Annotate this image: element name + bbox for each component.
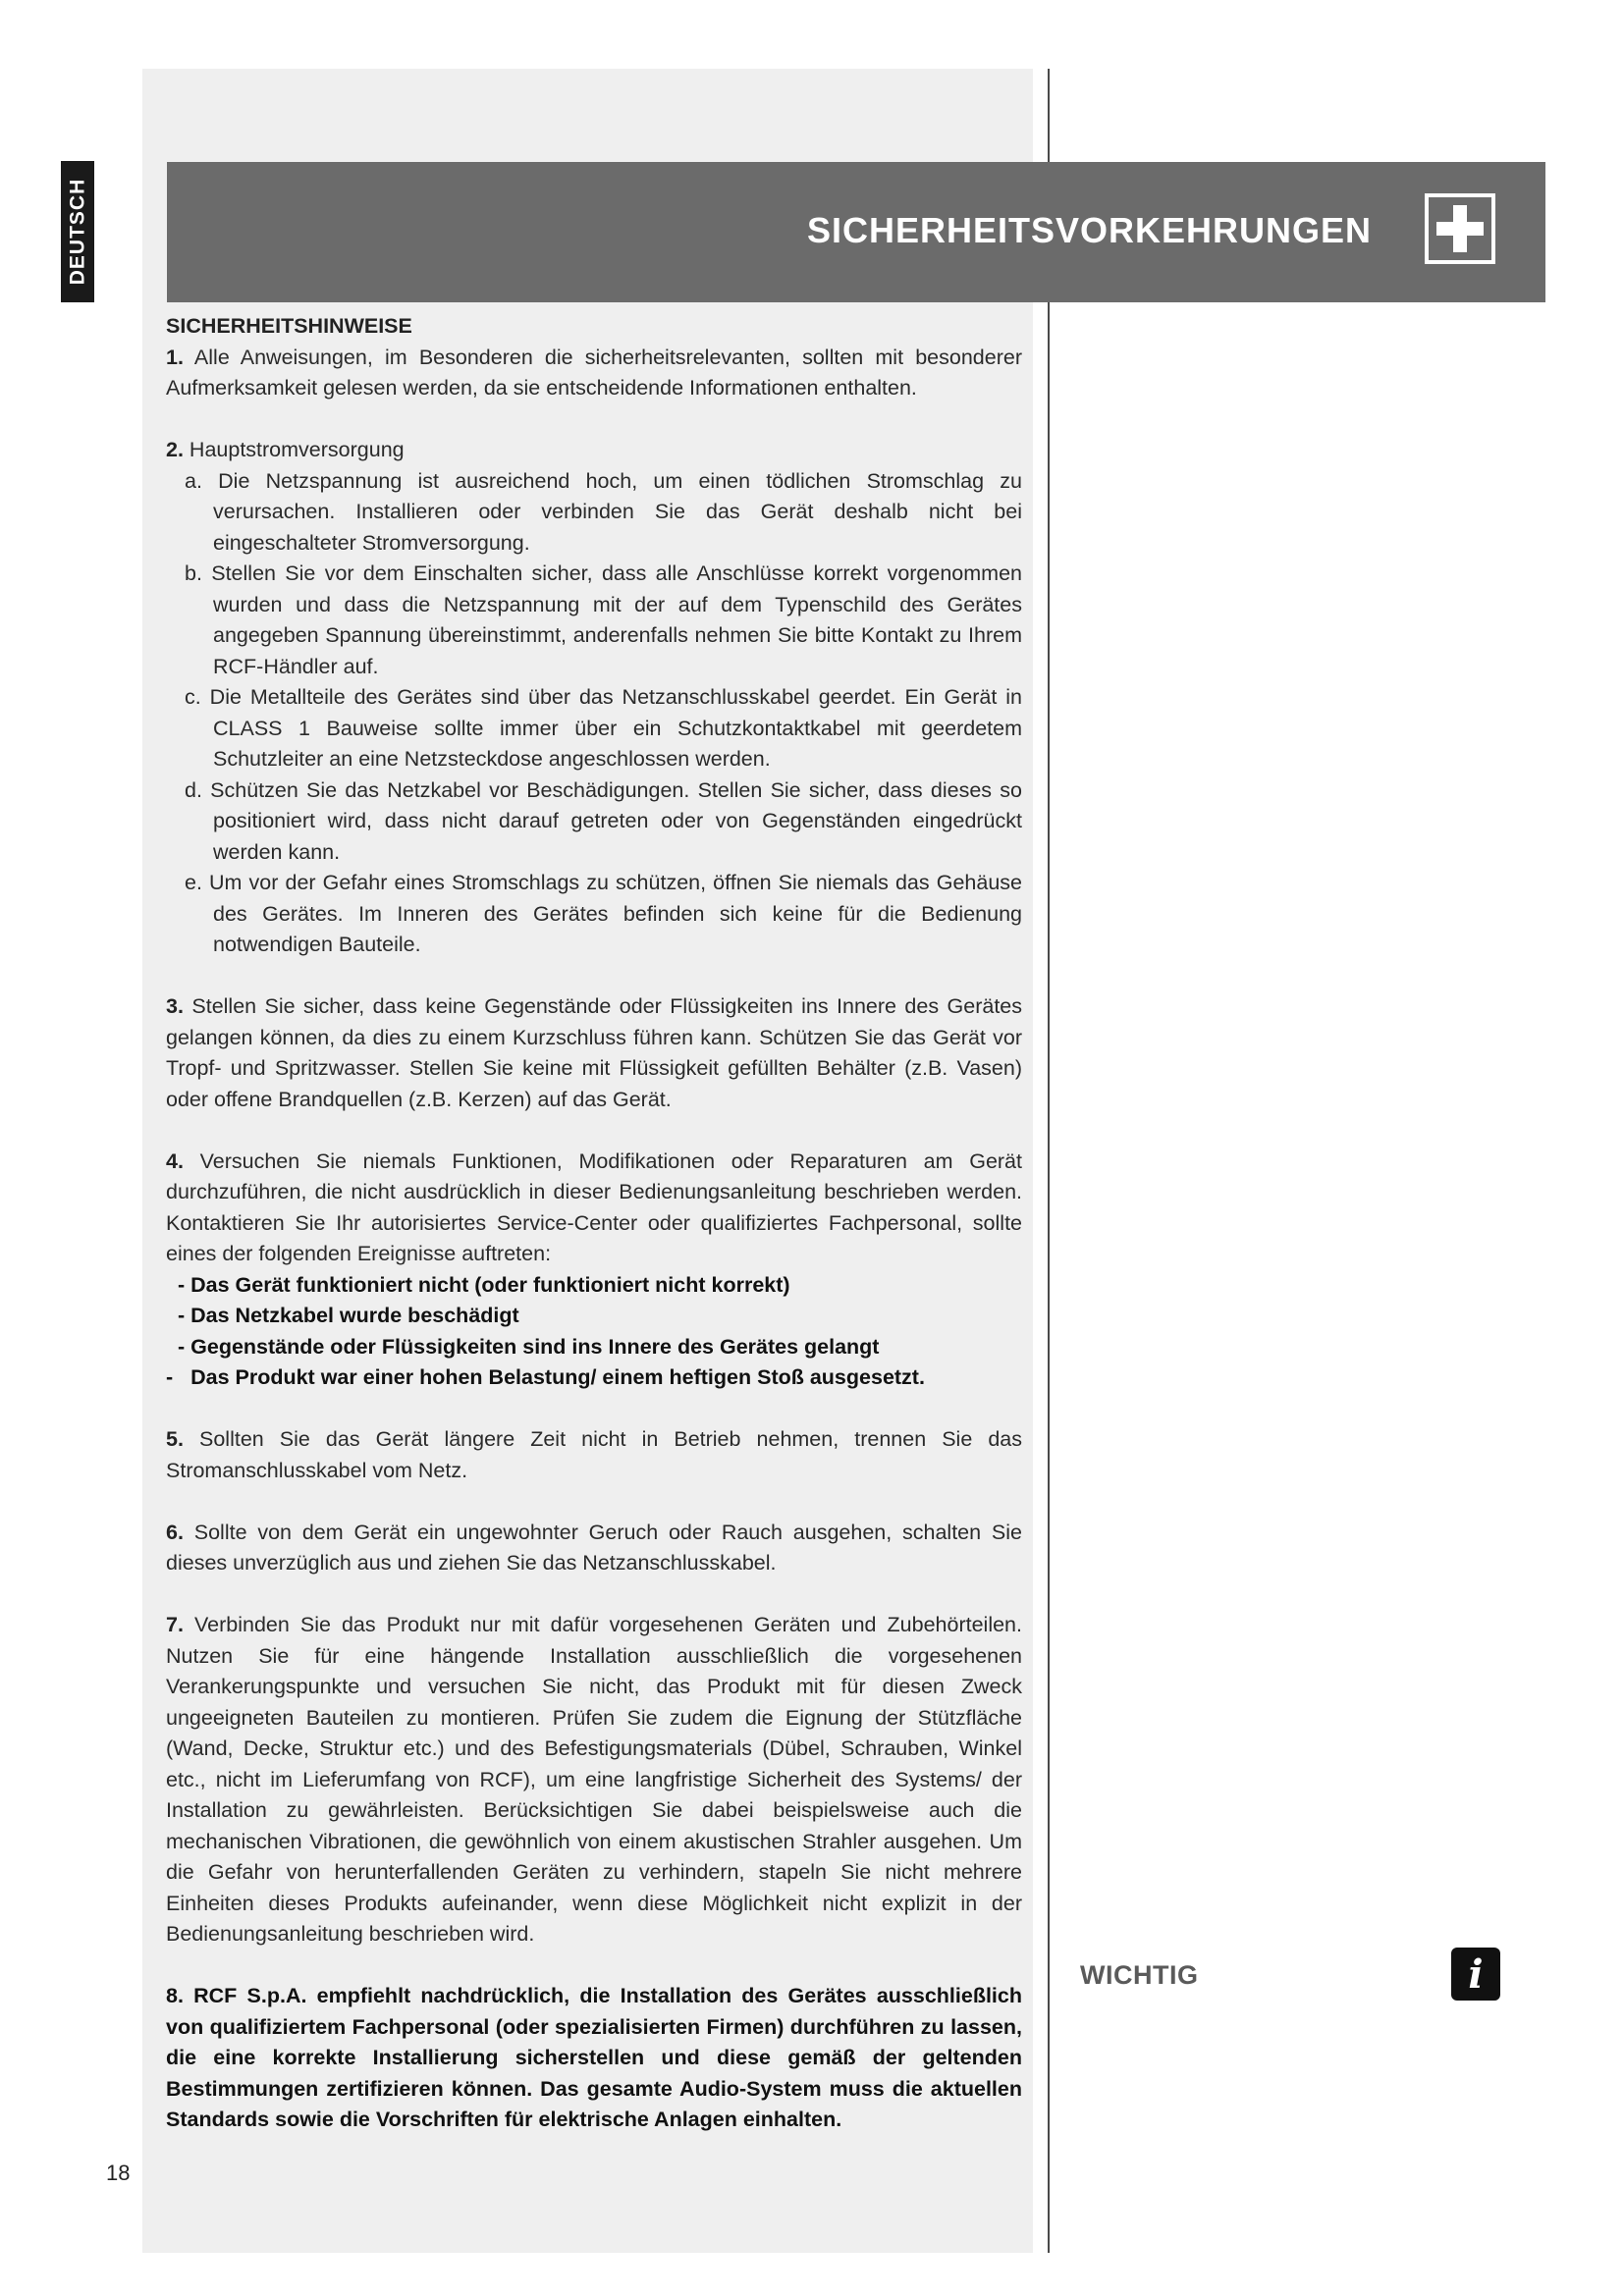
item-4-bullet-4: - Das Produkt war einer hohen Belastung/ einem heftigen Stoß ausgesetzt. bbox=[166, 1365, 925, 1389]
item-4-bullet-3: - Gegenstände oder Flüssigkeiten sind ins Innere des Gerätes gelangt bbox=[178, 1334, 880, 1359]
item-3: 3. Stellen Sie sicher, dass keine Gegenstände oder Flüssigkeiten ins Innere des Gerätes gelangen können, da dies zu einem Kurzschluss führen kann. Schützen Sie das Gerät vor Tropf- und Spritzwasser. Stellen Sie keine mit Flüssigkeit gefüllten Behälter (z.B. Vasen) oder offene Brandquellen (z.B. Kerzen) auf das Gerät. bbox=[166, 994, 1022, 1111]
main-text bbox=[166, 311, 1022, 2136]
item-4-bullet-2: - Das Netzkabel wurde beschädigt bbox=[178, 1304, 519, 1327]
item-4-bullet-1: - Das Gerät funktioniert nicht (oder funktioniert nicht korrekt) bbox=[178, 1272, 790, 1297]
page-number: 18 bbox=[106, 2161, 131, 2185]
item-7: 7. Verbinden Sie das Produkt nur mit dafür vorgesehenen Geräten und Zubehörteilen. Nutzen Sie für eine hängende Installation ausschließlich die vorgesehenen Verankerungspunkte und versuchen Sie nicht, das Produkt mit für diesen Zweck ungeeigneten Bauteilen zu montieren. Prüfen Sie zudem die Eignung der Stützfläche (Wand, Decke, Struktur etc.) und des Befestigungsmaterials (Dübel, Schrauben, Winkel etc., nicht im Lieferumfang von RCF), um eine langfristige Sicherheit des Systems/ der Installation zu gewährleisten. Berücksichtigen Sie dabei beispielsweise auch die mechanischen Vibrationen, die gewöhnlich von einem akustischen Strahler ausgehen. Um die Gefahr von herunterfallenden Geräten zu verhindern, stapeln Sie nicht mehrere Einheiten dieses Produkts aufeinander, wenn diese Möglichkeit nicht explizit in der Bedienungsanleitung beschrieben wird. bbox=[166, 1613, 1022, 1946]
item-2b: b. Stellen Sie vor dem Einschalten sicher, dass alle Anschlüsse korrekt vorgenommen wurden und dass die Netzspannung mit der auf dem Typenschild des Gerätes angegeben Spannung übereinstimmt, anderenfalls nehmen Sie bitte Kontakt zu Ihrem RCF-Händler auf. bbox=[185, 561, 1022, 678]
page-title: SICHERHEITSVORKEHRUNGEN bbox=[806, 210, 1372, 250]
wichtig-label: WICHTIG bbox=[1080, 1960, 1199, 1990]
info-icon: i bbox=[1451, 1948, 1500, 2001]
item-8: 8. RCF S.p.A. empfiehlt nachdrücklich, die Installation des Gerätes ausschließlich von qualifiziertem Fachpersonal (oder spezialisierten Firmen) durchführen zu lassen, die eine korrekte Installierung sicherstellen und diese gemäß der geltenden Bestimmungen zertifizieren können. Das gesamte Audio-System muss die aktuellen Standards sowie die Vorschriften für elektrische Anlagen einhalten. bbox=[166, 1984, 1022, 2131]
medical-cross-icon bbox=[1425, 193, 1495, 264]
section-title: SICHERHEITSHINWEISE bbox=[166, 314, 412, 338]
item-2e: e. Um vor der Gefahr eines Stromschlags zu schützen, öffnen Sie niemals das Gehäuse des Gerätes. Im Inneren des Gerätes befinden sich keine für die Bedienung notwendigen Bauteile. bbox=[185, 871, 1022, 956]
language-tab bbox=[61, 161, 94, 302]
item-2a: a. Die Netzspannung ist ausreichend hoch, um einen tödlichen Stromschlag zu verursachen. Installieren oder verbinden Sie das Gerät deshalb nicht bei eingeschalteter Stromversorgung. bbox=[185, 468, 1022, 555]
column-divider bbox=[1048, 69, 1050, 2253]
item-6: 6. Sollte von dem Gerät ein ungewohnter Geruch oder Rauch ausgehen, schalten Sie dieses unverzüglich aus und ziehen Sie das Netzanschlusskabel. bbox=[166, 1520, 1022, 1575]
item-2c: c. Die Metallteile des Gerätes sind über das Netzanschlusskabel geerdet. Ein Gerät in CLASS 1 Bauweise sollte immer über ein Schutzkontaktkabel mit geerdetem Schutzleiter an eine Netzsteckdose angeschlossen werden. bbox=[185, 685, 1022, 771]
item-2d: d. Schützen Sie das Netzkabel vor Beschädigungen. Stellen Sie sicher, dass dieses so positioniert wird, dass nicht darauf getreten oder von Gegenständen eingedrückt werden kann. bbox=[185, 777, 1022, 864]
item-4: 4. Versuchen Sie niemals Funktionen, Modifikationen oder Reparaturen am Gerät durchzuführen, die nicht ausdrücklich in dieser Bedienungsanleitung beschrieben werden. Kontaktieren Sie Ihr autorisiertes Service-Center oder qualifiziertes Fachpersonal, sollte eines der folgenden Ereignisse auftreten: bbox=[166, 1148, 1022, 1265]
language-tab-label: DEUTSCH bbox=[66, 178, 89, 286]
item-1: 1. Alle Anweisungen, im Besonderen die sicherheitsrelevanten, sollten mit besonderer Aufmerksamkeit gelesen werden, da sie entscheidende Informationen enthalten. bbox=[166, 345, 1022, 400]
item-5: 5. Sollten Sie das Gerät längere Zeit nicht in Betrieb nehmen, trennen Sie das Stromanschlusskabel vom Netz. bbox=[166, 1427, 1022, 1482]
item-2: 2. Hauptstromversorgung bbox=[166, 438, 405, 461]
header-band bbox=[167, 162, 1545, 302]
